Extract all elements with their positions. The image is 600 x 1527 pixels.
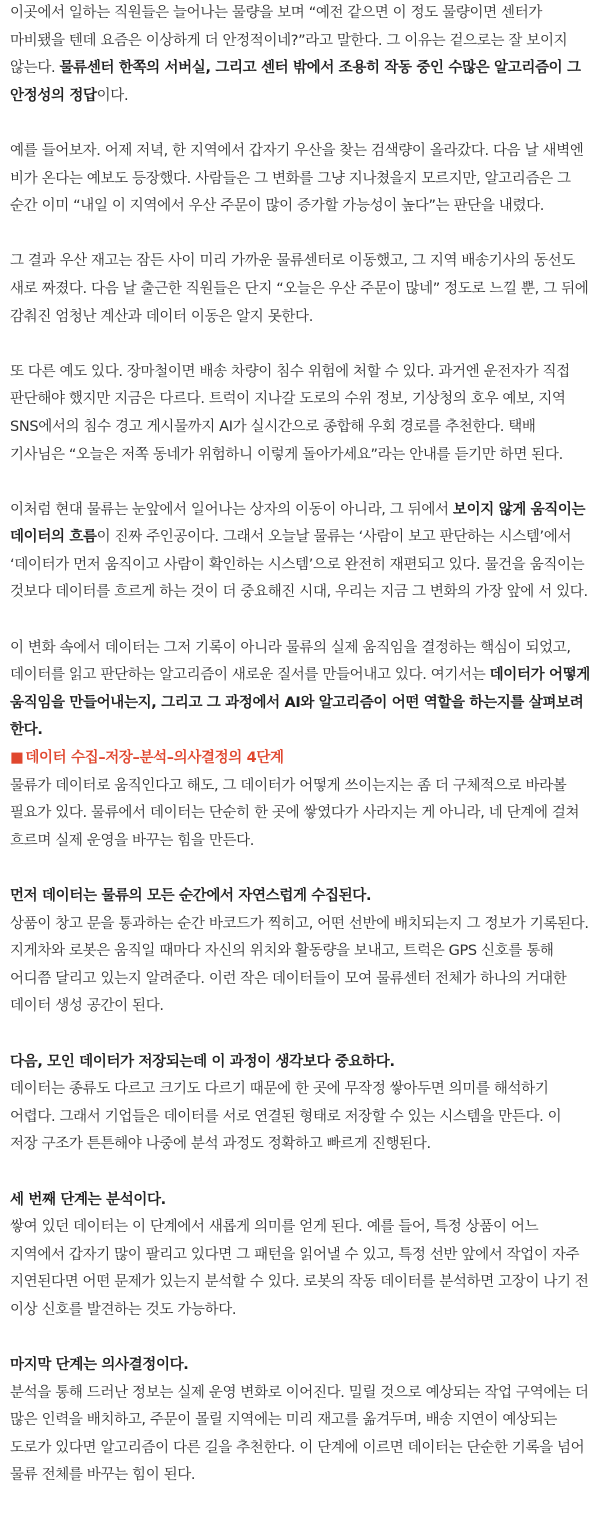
step-collection xyxy=(10,883,590,1021)
paragraph-text: 물류가 데이터로 움직인다고 해도, 그 데이터가 어떻게 쓰이는지는 좀 더 구체적으로 바라볼 필요가 있다. 물류에서 데이터는 단순히 한 곳에 쌓였다가 사라지는 게 아니라, 네 단계에 걸쳐 흐르며 실제 운영을 바꾸는 힘을 만든다. xyxy=(10,777,580,849)
paragraph-intro xyxy=(10,0,590,110)
step-body: 상품이 창고 문을 통과하는 순간 바코드가 찍히고, 어떤 선반에 배치되는지 그 정보가 기록된다. 지게차와 로봇은 움직일 때마다 자신의 위치와 활동량을 보내고, 트럭은 GPS 신호를 통해 어디쯤 달리고 있는지 알려준다. 이런 작은 데이터들이 모여 물류센터 전체가 하나의 거대한 데이터 생성 공간이 된다. xyxy=(10,915,589,1015)
step-storage xyxy=(10,1049,590,1159)
paragraph-umbrella-example xyxy=(10,138,590,221)
paragraph-data-flow xyxy=(10,497,590,607)
section-heading xyxy=(10,745,590,773)
paragraph-purpose xyxy=(10,635,590,745)
step-body: 분석을 통해 드러난 정보는 실제 운영 변화로 이어진다. 밀릴 것으로 예상되는 작업 구역에는 더 많은 인력을 배치하고, 주문이 몰릴 지역에는 미리 재고를 옮겨두며, 배송 지연이 예상되는 도로가 있다면 알고리즘이 다른 길을 추천한다. 이 단계에 이르면 데이터는 단순한 기록을 넘어 물류 전체를 바꾸는 힘이 된다. xyxy=(10,1384,589,1484)
paragraph-text: 이 변화 속에서 데이터는 그저 기록이 아니라 물류의 실제 움직임을 결정하는 핵심이 되었고, 데이터를 읽고 판단하는 알고리즘이 새로운 질서를 만들어내고 있다. 여기서는 xyxy=(10,639,571,684)
step-decision xyxy=(10,1352,590,1490)
step-title: 마지막 단계는 의사결정이다. xyxy=(10,1357,189,1374)
section-intro xyxy=(10,773,590,856)
paragraph-text: 또 다른 예도 있다. 장마철이면 배송 차량이 침수 위험에 처할 수 있다. 과거엔 운전자가 직접 판단해야 했지만 지금은 다르다. 트럭이 지나갈 도로의 수위 정보, 기상청의 호우 예보, 지역 SNS에서의 침수 경고 게시물까지 AI가 실시간으로 종합해 우회 경로를 추천한다. 택배 기사님은 “오늘은 저쪽 동네가 위험하니 이렇게 돌아가세요”라는 안내를 듣기만 하면 된다. xyxy=(10,363,570,463)
step-title: 먼저 데이터는 물류의 모든 순간에서 자연스럽게 수집된다. xyxy=(10,888,372,904)
paragraph-flood-example xyxy=(10,359,590,469)
step-body: 쌓여 있던 데이터는 이 단계에서 새롭게 의미를 얻게 된다. 예를 들어, 특정 상품이 어느 지역에서 갑자기 많이 팔리고 있다면 그 패턴을 읽어낼 수 있고, 특정 선반 앞에서 작업이 자주 지연된다면 어떤 문제가 있는지 분석할 수 있다. 로봇의 작동 데이터를 분석하면 고장이 나기 전 이상 신호를 발견하는 것도 가능하다. xyxy=(10,1219,589,1318)
paragraph-text: 이처럼 현대 물류는 눈앞에서 일어나는 상자의 이동이 아니라, 그 뒤에서 xyxy=(10,501,453,518)
paragraph-text: 이 진짜 주인공이다. 그래서 오늘날 물류는 ‘사람이 보고 판단하는 시스템’에서 ‘데이터가 먼저 움직이고 사람이 확인하는 시스템’으로 완전히 재편되고 있다. 물건을 움직이는 것보다 데이터를 흐르게 하는 것이 더 중요해진 시대, 우리는 지금 그 변화의 가장 앞에 서 있다. xyxy=(10,529,588,601)
step-body: 데이터는 종류도 다르고 크기도 다르기 때문에 한 곳에 무작정 쌓아두면 의미를 해석하기 어렵다. 그래서 기업들은 데이터를 서로 연결된 형태로 저장할 수 있는 시스템을 만든다. 이 저장 구조가 튼튼해야 나중에 분석 과정도 정확하고 빠르게 진행된다. xyxy=(10,1081,562,1153)
step-title: 다음, 모인 데이터가 저장되는데 이 과정이 생각보다 중요하다. xyxy=(10,1053,395,1070)
paragraph-text: 이다. xyxy=(96,87,129,104)
paragraph-text: 그 결과 우산 재고는 잠든 사이 미리 가까운 물류센터로 이동했고, 그 지역 배송기사의 동선도 새로 짜졌다. 다음 날 출근한 직원들은 단지 “오늘은 우산 주문이 많네” 정도로 느낄 뿐, 그 뒤에 감춰진 엄청난 계산과 데이터 이동은 알지 못한다. xyxy=(10,253,589,325)
step-analysis xyxy=(10,1187,590,1325)
square-bullet-icon: ■ xyxy=(10,750,24,767)
section-heading-text: 데이터 수집–저장–분석–의사결정의 4단계 xyxy=(25,750,284,767)
paragraph-emphasis: 데이터가 어떻게 움직임을 만들어내는지, 그리고 그 과정에서 AI와 알고리즘이 어떤 역할을 하는지를 살펴보려 한다. xyxy=(10,667,590,739)
paragraph-emphasis: 보이지 않게 움직이는 데이터의 흐름 xyxy=(10,501,586,546)
paragraph-umbrella-result xyxy=(10,248,590,331)
paragraph-emphasis: 물류센터 한쪽의 서버실, 그리고 센터 밖에서 조용히 작동 중인 수많은 알고리즘이 그 안정성의 정답 xyxy=(10,60,581,104)
paragraph-text: 예를 들어보자. 어제 저녁, 한 지역에서 갑자기 우산을 찾는 검색량이 올라갔다. 다음 날 새벽엔 비가 온다는 예보도 등장했다. 사람들은 그 변화를 그냥 지나쳤을지 모르지만, 알고리즘은 그 순간 이미 “내일 이 지역에서 우산 주문이 많이 증가할 가능성이 높다”는 판단을 내렸다. xyxy=(10,142,584,215)
step-title: 세 번째 단계는 분석이다. xyxy=(10,1191,166,1208)
paragraph-text: 이곳에서 일하는 직원들은 늘어나는 물량을 보며 “예전 같으면 이 정도 물량이면 센터가 마비됐을 텐데 요즘은 이상하게 더 안정적이네?”라고 말한다. 그 이유는 겉으로는 잘 보이지 않는다. xyxy=(10,5,568,77)
